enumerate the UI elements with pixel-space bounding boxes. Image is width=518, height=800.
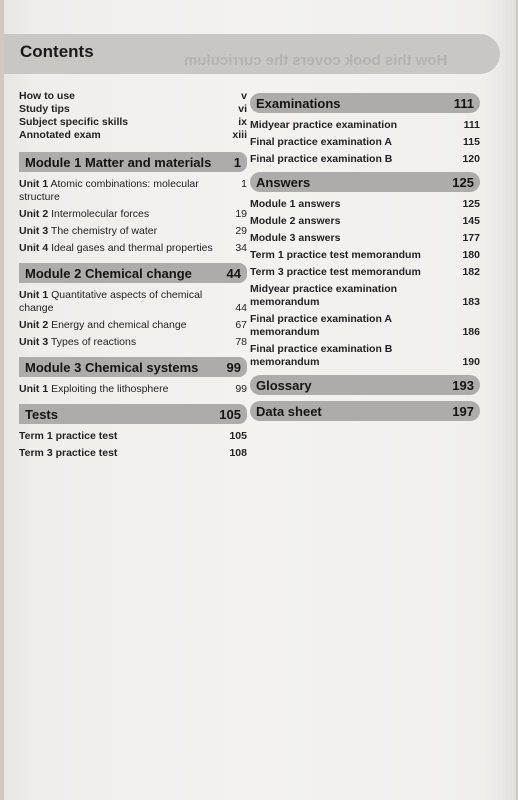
module-1-heading[interactable]: Module 1 Matter and materials 1: [19, 152, 247, 172]
module-2-heading[interactable]: Module 2 Chemical change 44: [19, 263, 247, 283]
unit-entry[interactable]: Unit 1 Atomic combinations: molecular structure 1: [19, 178, 247, 203]
right-column: [250, 90, 480, 427]
left-column: [19, 90, 247, 464]
bleed-through-text: How this book covers the curriculum: [184, 52, 448, 69]
toc-entry[interactable]: Annotated exam xiii: [19, 129, 247, 141]
toc-entry[interactable]: Term 3 practice test memorandum 182: [250, 266, 480, 278]
toc-entry[interactable]: Final practice examination A memorandum 186: [250, 313, 480, 338]
unit-entry[interactable]: Unit 1 Quantitative aspects of chemical change 44: [19, 289, 247, 314]
toc-entry[interactable]: Midyear practice examination memorandum 183: [250, 283, 480, 308]
examinations-heading[interactable]: Examinations 111: [250, 93, 480, 113]
toc-entry[interactable]: Module 1 answers 125: [250, 198, 480, 210]
unit-entry[interactable]: Unit 1 Exploiting the lithosphere 99: [19, 383, 247, 395]
unit-entry[interactable]: Unit 2 Energy and chemical change 67: [19, 319, 247, 331]
toc-entry[interactable]: Final practice examination B 120: [250, 153, 480, 165]
unit-entry[interactable]: Unit 3 Types of reactions 78: [19, 336, 247, 348]
toc-entry[interactable]: Module 2 answers 145: [250, 215, 480, 227]
toc-entry[interactable]: Midyear practice examination 111: [250, 119, 480, 131]
tests-heading[interactable]: Tests 105: [19, 404, 247, 424]
toc-entry[interactable]: Subject specific skills ix: [19, 116, 247, 128]
toc-entry[interactable]: Term 3 practice test 108: [19, 447, 247, 459]
toc-entry[interactable]: Final practice examination B memorandum 190: [250, 343, 480, 368]
toc-entry[interactable]: Term 1 practice test memorandum 180: [250, 249, 480, 261]
toc-entry[interactable]: Module 3 answers 177: [250, 232, 480, 244]
toc-entry[interactable]: Study tips vi: [19, 103, 247, 115]
toc-entry[interactable]: How to use v: [19, 90, 247, 102]
unit-entry[interactable]: Unit 2 Intermolecular forces 19: [19, 208, 247, 220]
toc-entry[interactable]: Final practice examination A 115: [250, 136, 480, 148]
unit-entry[interactable]: Unit 3 The chemistry of water 29: [19, 225, 247, 237]
unit-entry[interactable]: Unit 4 Ideal gases and thermal properties 34: [19, 242, 247, 254]
toc-entry[interactable]: Term 1 practice test 105: [19, 430, 247, 442]
data-sheet-heading[interactable]: Data sheet 197: [250, 401, 480, 421]
page-title: Contents: [20, 42, 94, 61]
answers-heading[interactable]: Answers 125: [250, 172, 480, 192]
book-page: [4, 0, 516, 800]
glossary-heading[interactable]: Glossary 193: [250, 375, 480, 395]
module-3-heading[interactable]: Module 3 Chemical systems 99: [19, 357, 247, 377]
